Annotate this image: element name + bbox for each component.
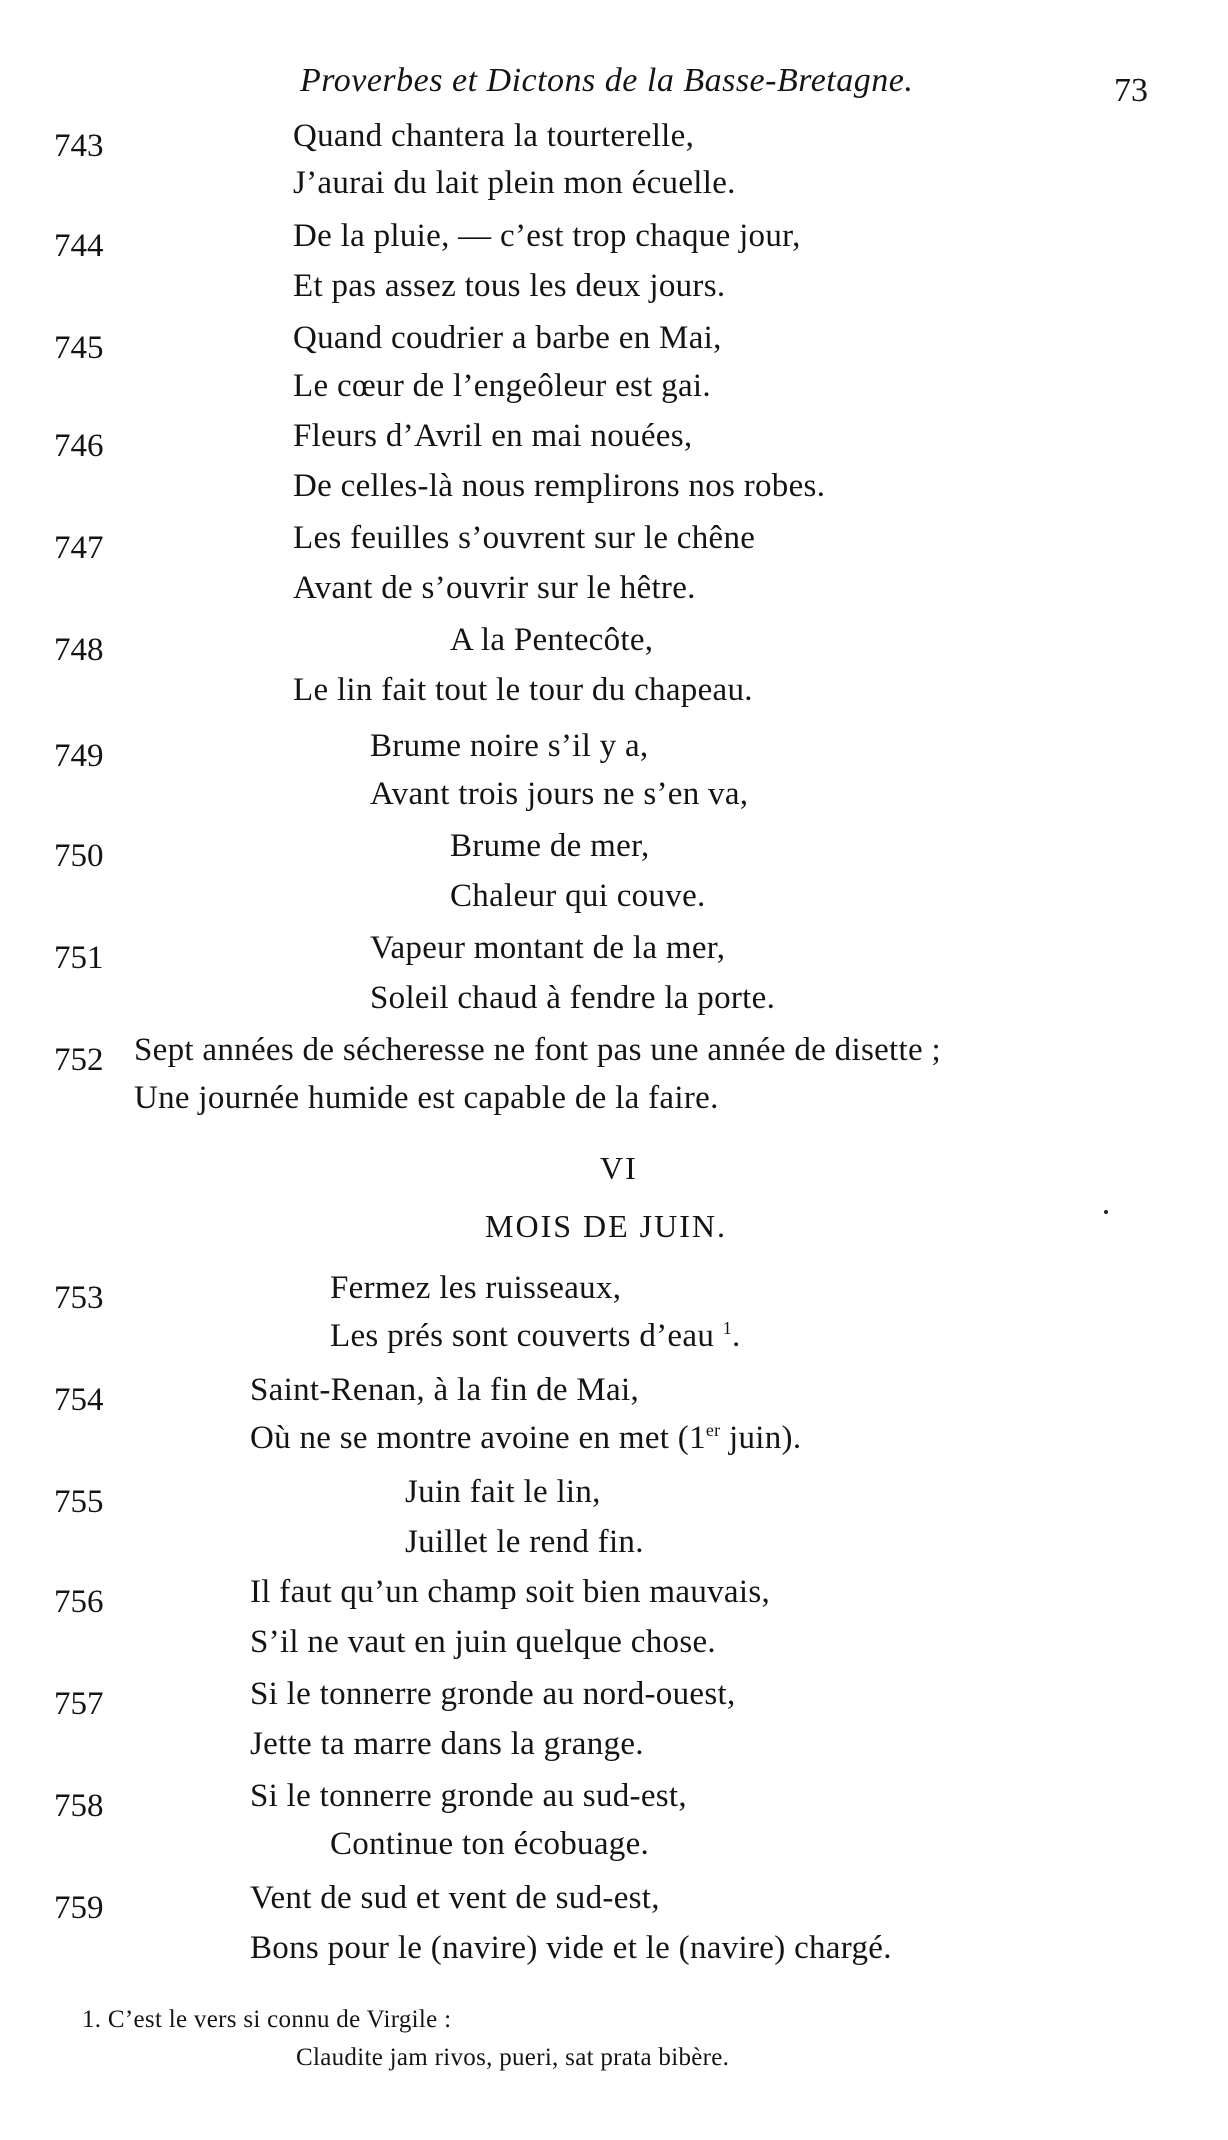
- proverb-line: Fleurs d’Avril en mai nouées,: [293, 418, 693, 454]
- proverb-number: 752: [54, 1042, 104, 1078]
- proverb-line: Bons pour le (navire) vide et le (navire) chargé.: [250, 1930, 892, 1966]
- running-header-title: Proverbes et Dictons de la Basse-Bretagne.: [300, 62, 914, 99]
- proverb-line: Juin fait le lin,: [405, 1474, 601, 1510]
- proverb-line: A la Pentecôte,: [450, 622, 654, 658]
- proverb-number: 756: [54, 1584, 104, 1620]
- proverb-line: Brume noire s’il y a,: [370, 728, 649, 764]
- proverb-line: Vent de sud et vent de sud-est,: [250, 1880, 660, 1916]
- proverb-line: [330, 1318, 741, 1355]
- proverb-line-text: Les prés sont couverts d’eau: [330, 1318, 715, 1354]
- proverb-line: Jette ta marre dans la grange.: [250, 1726, 644, 1762]
- proverb-number: 754: [54, 1382, 104, 1418]
- proverb-line: Brume de mer,: [450, 828, 650, 864]
- proverb-line: Et pas assez tous les deux jours.: [293, 268, 726, 304]
- page-number: 73: [1114, 72, 1148, 109]
- proverb-line: Si le tonnerre gronde au sud-est,: [250, 1778, 687, 1814]
- proverb-line: Quand chantera la tourterelle,: [293, 118, 695, 154]
- proverb-line: Continue ton écobuage.: [330, 1826, 650, 1862]
- proverb-line: S’il ne vaut en juin quelque chose.: [250, 1624, 716, 1660]
- proverb-line: Fermez les ruisseaux,: [330, 1270, 622, 1306]
- proverb-number: 753: [54, 1280, 104, 1316]
- proverb-number: 758: [54, 1788, 104, 1824]
- proverb-line: Soleil chaud à fendre la porte.: [370, 980, 776, 1016]
- proverb-line: Le lin fait tout le tour du chapeau.: [293, 672, 753, 708]
- proverb-line: Les feuilles s’ouvrent sur le chêne: [293, 520, 756, 556]
- proverb-line: Sept années de sécheresse ne font pas une année de disette ;: [134, 1032, 941, 1068]
- section-title: MOIS DE JUIN.: [485, 1208, 727, 1244]
- scan-speck: [1104, 1210, 1108, 1214]
- proverb-line: J’aurai du lait plein mon écuelle.: [293, 165, 736, 201]
- proverb-line: De celles-là nous remplirons nos robes.: [293, 468, 826, 504]
- proverb-line: Quand coudrier a barbe en Mai,: [293, 320, 722, 356]
- section-numeral: VI: [600, 1150, 638, 1186]
- ordinal-superscript: er: [705, 1420, 721, 1440]
- proverb-line: Vapeur montant de la mer,: [370, 930, 726, 966]
- proverb-line-text: Où ne se montre avoine en met (1: [250, 1420, 706, 1456]
- proverb-number: 746: [54, 428, 104, 464]
- footnote: [82, 2006, 451, 2034]
- proverb-number: 747: [54, 530, 104, 566]
- footnote-quote: Claudite jam rivos, pueri, sat prata bibère.: [296, 2044, 730, 2071]
- proverb-line: Avant de s’ouvrir sur le hêtre.: [293, 570, 696, 606]
- proverb-line: Saint-Renan, à la fin de Mai,: [250, 1372, 640, 1408]
- proverb-line: Si le tonnerre gronde au nord-ouest,: [250, 1676, 736, 1712]
- proverb-number: 751: [54, 940, 104, 976]
- footnote-reference: 1: [722, 1318, 732, 1338]
- proverb-line-end: .: [732, 1318, 741, 1354]
- footnote-marker: 1.: [82, 2006, 102, 2033]
- proverb-number: 750: [54, 838, 104, 874]
- proverb-line: Chaleur qui couve.: [450, 878, 706, 914]
- proverb-number: 755: [54, 1484, 104, 1520]
- proverb-number: 757: [54, 1686, 104, 1722]
- proverb-line: [250, 1420, 801, 1457]
- proverb-number: 748: [54, 632, 104, 668]
- proverb-number: 749: [54, 738, 104, 774]
- proverb-number: 743: [54, 128, 104, 164]
- footnote-text: C’est le vers si connu de Virgile :: [107, 2006, 452, 2033]
- proverb-line: Le cœur de l’engeôleur est gai.: [293, 368, 711, 404]
- proverb-number: 744: [54, 228, 104, 264]
- proverb-line: De la pluie, — c’est trop chaque jour,: [293, 218, 801, 254]
- proverb-line: Avant trois jours ne s’en va,: [370, 776, 749, 812]
- proverb-line-end: juin).: [720, 1420, 802, 1456]
- proverb-line: Une journée humide est capable de la faire.: [134, 1080, 719, 1116]
- proverb-number: 745: [54, 330, 104, 366]
- proverb-number: 759: [54, 1890, 104, 1926]
- proverb-line: Il faut qu’un champ soit bien mauvais,: [250, 1574, 771, 1610]
- proverb-line: Juillet le rend fin.: [405, 1524, 644, 1560]
